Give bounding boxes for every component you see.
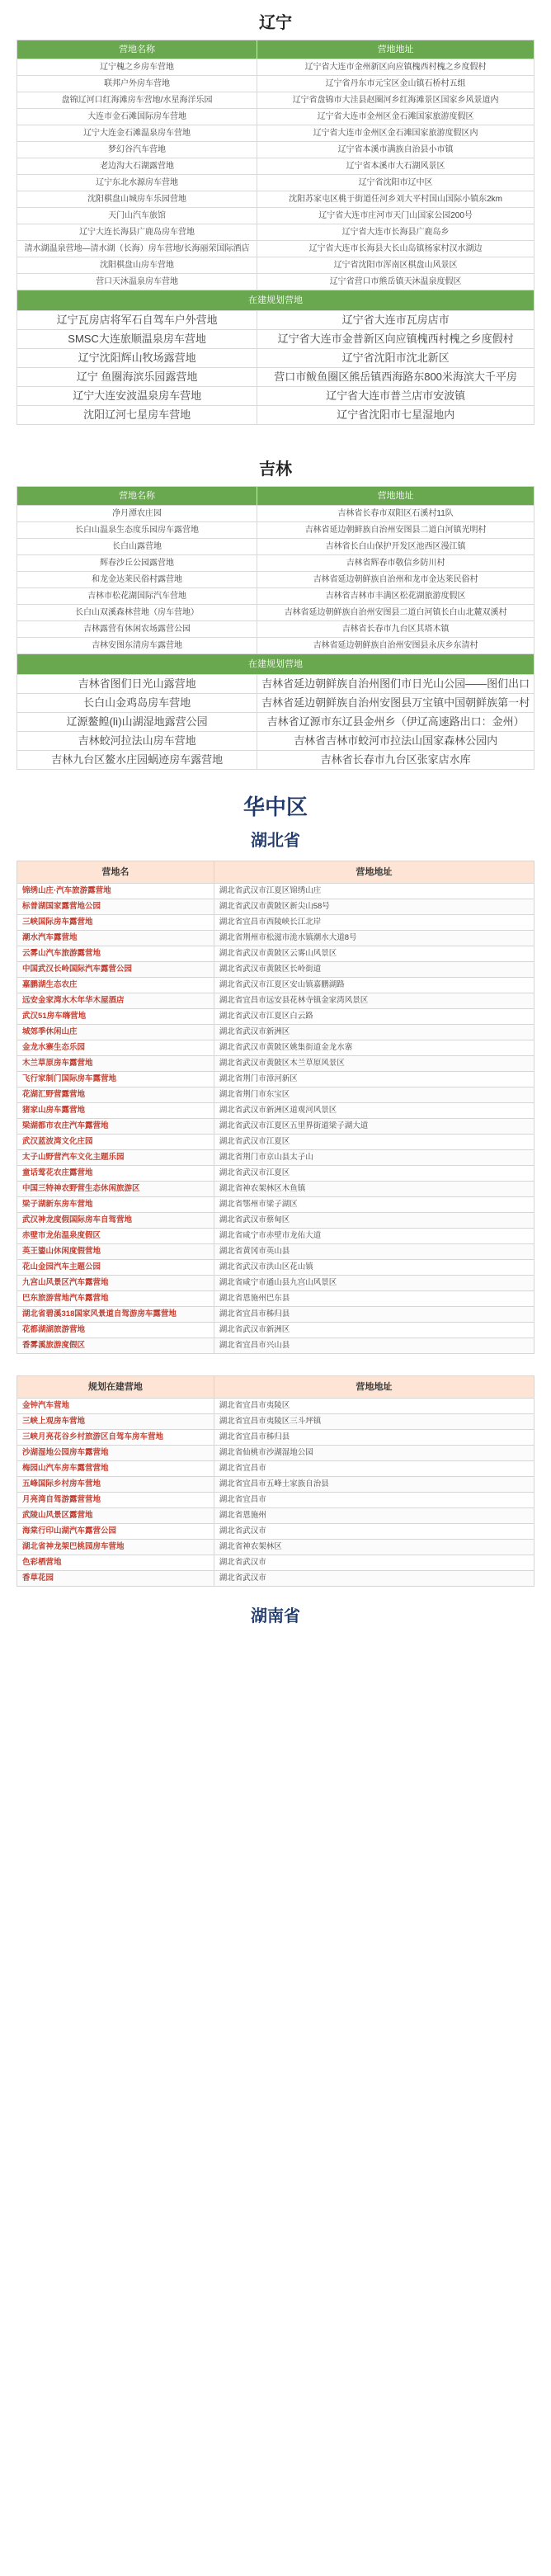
- table-header-row: [17, 40, 535, 59]
- camp-name-cell: 武汉51房车嗨营地: [17, 1009, 214, 1025]
- table-row: [17, 1461, 535, 1477]
- camp-address-cell: 辽宁省大连市金州区金石滩国家旅游度假区: [257, 109, 535, 125]
- camp-address-cell: 辽宁省丹东市元宝区金山镇石桥村五组: [257, 76, 535, 92]
- camp-address-cell: 湖北省黄冈市英山县: [214, 1244, 534, 1260]
- camp-address-cell: 湖北省武汉市江夏区安山镇嘉鹏湖路: [214, 978, 534, 993]
- camp-address-cell: 湖北省咸宁市赤壁市龙佑大道: [214, 1229, 534, 1244]
- camp-name-cell: 色彩栖营地: [17, 1555, 214, 1571]
- table-row: [17, 191, 535, 208]
- camp-name-cell: 净月潭农庄园: [17, 506, 257, 522]
- header-camp-address: 营地地址: [257, 487, 535, 506]
- table-row: [17, 208, 535, 224]
- camp-name-cell: 沈阳棋盘山城房车乐园营地: [17, 191, 257, 208]
- table-row: [17, 1540, 535, 1555]
- camp-name-cell: 标普湖国家露营地公园: [17, 899, 214, 915]
- table-row: [17, 675, 535, 694]
- camp-name-cell: 吉林露营有休闲农场露营公园: [17, 621, 257, 638]
- camp-address-cell: 湖北省武汉市江夏区五里界街道梁子湖大道: [214, 1119, 534, 1135]
- camp-address-cell: 湖北省武汉市: [214, 1571, 534, 1587]
- camp-address-cell: 湖北省宜昌市五峰土家族自治县: [214, 1477, 534, 1493]
- table-row: [17, 539, 535, 555]
- table-row: [17, 978, 535, 993]
- camp-name-cell: 英王鎏山休闲度假营地: [17, 1244, 214, 1260]
- camp-name-cell: 金钟汽车营地: [17, 1399, 214, 1414]
- camp-name-cell: 吉林安图东清房车露营地: [17, 638, 257, 654]
- table-row: [17, 92, 535, 109]
- camp-name-cell: 月亮湾自驾游露营营地: [17, 1493, 214, 1508]
- table-row: [17, 694, 535, 713]
- table-row: [17, 1135, 535, 1150]
- table-row: [17, 1103, 535, 1119]
- camp-address-cell: 吉林省吉林市蛟河市拉法山国家森林公园内: [257, 732, 535, 751]
- camp-name-cell: 五峰国际乡村房车营地: [17, 1477, 214, 1493]
- camp-address-cell: 湖北省武汉市新洲区道观河风景区: [214, 1103, 534, 1119]
- camp-name-cell: 吉林省图们日光山露营地: [17, 675, 257, 694]
- camp-address-cell: 湖北省宜昌市: [214, 1461, 534, 1477]
- camp-name-cell: 潮水汽车露营地: [17, 931, 214, 946]
- camp-name-cell: 太子山野营汽车文化主题乐园: [17, 1150, 214, 1166]
- header-camp-address: 营地地址: [257, 40, 535, 59]
- table-row: [17, 713, 535, 732]
- camp-address-cell: 辽宁省大连市普兰店市安波镇: [257, 387, 535, 406]
- camp-address-cell: 湖北省武汉市江夏区白云路: [214, 1009, 534, 1025]
- camp-name-cell: 梦幻谷汽车营地: [17, 142, 257, 158]
- header-planned-camp: 规划在建营地: [17, 1376, 214, 1399]
- table-row: [17, 993, 535, 1009]
- camp-address-cell: 吉林省延边朝鲜族自治州安图县永庆乡东清村: [257, 638, 535, 654]
- table-row: [17, 349, 535, 368]
- table-row: [17, 1276, 535, 1291]
- table-row: [17, 257, 535, 274]
- camp-address-cell: 湖北省恩施州巴东县: [214, 1291, 534, 1307]
- table-row: [17, 1477, 535, 1493]
- camp-address-cell: 辽宁省营口市熊岳镇天沐温泉度假区: [257, 274, 535, 290]
- table-row: [17, 406, 535, 425]
- table-row: [17, 311, 535, 330]
- camp-address-cell: 吉林省延边朝鲜族自治州安图县二道白河镇长白山北麓双溪村: [257, 605, 535, 621]
- section-title-hunan: 湖南省: [251, 1607, 300, 1625]
- camp-address-cell: 湖北省荆门市京山县太子山: [214, 1150, 534, 1166]
- camp-address-cell: 湖北省武汉市江夏区: [214, 1135, 534, 1150]
- camp-name-cell: 吉林九台区鳌水庄园蜗迹房车露营地: [17, 751, 257, 770]
- camp-name-cell: 辽宁沈阳辉山牧场露营地: [17, 349, 257, 368]
- camp-address-cell: 辽宁省大连市金州新区向应镇槐西村槐之乡度假村: [257, 59, 535, 76]
- camp-address-cell: 湖北省荆门市东宝区: [214, 1087, 534, 1103]
- table-row: [17, 76, 535, 92]
- camp-address-cell: 辽宁省大连市金普新区向应镇槐西村槐之乡度假村: [257, 330, 535, 349]
- camp-name-cell: 大连市金石滩国际房车营地: [17, 109, 257, 125]
- camp-address-cell: 湖北省武汉市江夏区: [214, 1166, 534, 1182]
- table-row: [17, 1291, 535, 1307]
- camp-address-cell: 吉林省长春市九台区其塔木镇: [257, 621, 535, 638]
- camp-name-cell: 梅园山汽车房车露营营地: [17, 1461, 214, 1477]
- table-row: [17, 1338, 535, 1354]
- table-row: [17, 1009, 535, 1025]
- camp-name-cell: 长白山温泉生态度乐园房车露营地: [17, 522, 257, 539]
- camp-name-cell: 花湖汇野营露营地: [17, 1087, 214, 1103]
- camp-address-cell: 湖北省宜昌市夷陵区: [214, 1399, 534, 1414]
- camp-name-cell: 赤壁市龙佑温泉度假区: [17, 1229, 214, 1244]
- camp-name-cell: 长白山双溪森林营地（房车营地）: [17, 605, 257, 621]
- camp-name-cell: 清水湖温泉营地—清水湖（长海）房车营地/长海丽荣国际酒店: [17, 241, 257, 257]
- table-row: [17, 1072, 535, 1087]
- camp-address-cell: 吉林省长白山保护开发区池西区漫江镇: [257, 539, 535, 555]
- camp-address-cell: 湖北省宜昌市兴山县: [214, 1338, 534, 1354]
- table-row: [17, 1307, 535, 1323]
- table-row: [17, 1166, 535, 1182]
- camp-address-cell: 湖北省仙桃市沙湖湿地公园: [214, 1446, 534, 1461]
- table-row: [17, 387, 535, 406]
- camp-name-cell: 三峡国际房车露营地: [17, 915, 214, 931]
- table-row: [17, 330, 535, 349]
- camp-address-cell: 辽宁省沈阳市辽中区: [257, 175, 535, 191]
- header-camp-name: 营地名称: [17, 487, 257, 506]
- camp-name-cell: 香草花园: [17, 1571, 214, 1587]
- table-row: [17, 572, 535, 588]
- camp-name-cell: 和龙金达莱民俗村露营地: [17, 572, 257, 588]
- table-row: [17, 1119, 535, 1135]
- camp-name-cell: 辽宁大连金石滩温泉房车营地: [17, 125, 257, 142]
- camp-address-cell: 湖北省武汉市: [214, 1524, 534, 1540]
- camp-name-cell: 香雾溪旅游度假区: [17, 1338, 214, 1354]
- table-row: [17, 175, 535, 191]
- camp-name-cell: 城郊季休闲山庄: [17, 1025, 214, 1040]
- camp-address-cell: 湖北省咸宁市通山县九宫山风景区: [214, 1276, 534, 1291]
- camp-address-cell: 湖北省宜昌市秭归县: [214, 1430, 534, 1446]
- camp-address-cell: 吉林省辉春市敬信乡防川村: [257, 555, 535, 572]
- camp-name-cell: 海棠行印山湖汽车露营公园: [17, 1524, 214, 1540]
- camp-address-cell: 湖北省武汉市: [214, 1555, 534, 1571]
- camp-address-cell: 营口市鲅鱼圈区熊岳镇西海路东800米海滨大千平房: [257, 368, 535, 387]
- hubei-planned-table: [16, 1375, 535, 1587]
- camp-address-cell: 湖北省武汉市黄陂区姚集街道金龙水寨: [214, 1040, 534, 1056]
- table-row: [17, 1150, 535, 1166]
- camp-name-cell: 云雾山汽车旅游露营地: [17, 946, 214, 962]
- table-row: [17, 1244, 535, 1260]
- camp-name-cell: 辽宁瓦房店将军石自驾车户外营地: [17, 311, 257, 330]
- camp-name-cell: 武汉蓝波湾文化庄园: [17, 1135, 214, 1150]
- table-row: [17, 732, 535, 751]
- table-row: [17, 142, 535, 158]
- table-row: [17, 241, 535, 257]
- camp-address-cell: 湖北省神农架林区: [214, 1540, 534, 1555]
- region-title-central: 华中区: [243, 795, 308, 819]
- section-title-hubei: 湖北省: [251, 832, 300, 850]
- camp-name-cell: 吉林蛟河拉法山房车营地: [17, 732, 257, 751]
- table-row: [17, 1182, 535, 1197]
- table-row: [17, 1399, 535, 1414]
- table-row: [17, 59, 535, 76]
- camp-name-cell: 沈阳辽河七星房车营地: [17, 406, 257, 425]
- header-camp-address: 营地地址: [214, 861, 534, 884]
- section-title-jilin: 吉林: [259, 460, 292, 479]
- camp-name-cell: 锦绣山庄·汽车旅游露营地: [17, 884, 214, 899]
- camp-name-cell: 长白山露营地: [17, 539, 257, 555]
- camp-address-cell: 吉林省延边朝鲜族自治州和龙市金达莱民俗村: [257, 572, 535, 588]
- table-row: [17, 605, 535, 621]
- camp-name-cell: 湖北省神龙架巴桃园房车营地: [17, 1540, 214, 1555]
- camp-address-cell: 辽宁省本溪市大石湖风景区: [257, 158, 535, 175]
- camp-name-cell: 沈阳棋盘山房车营地: [17, 257, 257, 274]
- camp-name-cell: 辽宁东北水源房车营地: [17, 175, 257, 191]
- table-row: [17, 1229, 535, 1244]
- camp-name-cell: 梁子湖新东房车营地: [17, 1197, 214, 1213]
- table-row: [17, 946, 535, 962]
- camp-address-cell: 沈阳苏家屯区桃于街道任河乡刘大平村国山国际小镇东2km: [257, 191, 535, 208]
- table-row: [17, 931, 535, 946]
- camp-address-cell: 湖北省神农架林区木鱼镇: [214, 1182, 534, 1197]
- table-row: [17, 1555, 535, 1571]
- table-row: [17, 899, 535, 915]
- camp-name-cell: 天门山汽车旅馆: [17, 208, 257, 224]
- camp-name-cell: 武陵山风景区露营地: [17, 1508, 214, 1524]
- table-row: [17, 962, 535, 978]
- table-row: [17, 915, 535, 931]
- camp-name-cell: 沙湖湿地公园房车露营地: [17, 1446, 214, 1461]
- camp-address-cell: 湖北省荆门市漳河新区: [214, 1072, 534, 1087]
- planned-label: 在建规划营地: [17, 654, 535, 675]
- camp-address-cell: 湖北省武汉市黄陂区长岭街道: [214, 962, 534, 978]
- camp-address-cell: 湖北省武汉市黄陂区木兰草原风景区: [214, 1056, 534, 1072]
- camp-address-cell: 湖北省宜昌市秭归县: [214, 1307, 534, 1323]
- camp-name-cell: 木兰草原房车露营地: [17, 1056, 214, 1072]
- hubei-table: [16, 861, 535, 1354]
- table-row: [17, 506, 535, 522]
- camp-address-cell: 辽宁省大连市长海县广鹿岛乡: [257, 224, 535, 241]
- table-row: [17, 638, 535, 654]
- camp-address-cell: 湖北省恩施州: [214, 1508, 534, 1524]
- table-row: [17, 1040, 535, 1056]
- camp-name-cell: 嘉鹏湖生态农庄: [17, 978, 214, 993]
- camp-name-cell: 营口天沐温泉房车营地: [17, 274, 257, 290]
- table-row: [17, 109, 535, 125]
- page: [0, 12, 551, 2576]
- camp-address-cell: 辽宁省盘锦市大洼县赵圈河乡红海滩景区国家乡风景道内: [257, 92, 535, 109]
- planned-band-row: [17, 654, 535, 675]
- camp-address-cell: 湖北省武汉市新洲区: [214, 1323, 534, 1338]
- camp-name-cell: 三峡上观房车营地: [17, 1414, 214, 1430]
- camp-address-cell: 辽宁省沈阳市沈北新区: [257, 349, 535, 368]
- table-row: [17, 522, 535, 539]
- camp-name-cell: 飞行家制门国际房车露营地: [17, 1072, 214, 1087]
- planned-band-row: [17, 290, 535, 311]
- camp-address-cell: 湖北省武汉市江夏区锦绣山庄: [214, 884, 534, 899]
- camp-name-cell: 盘锦辽河口红海滩房车营地/水星海洋乐园: [17, 92, 257, 109]
- table-header-row: [17, 1376, 535, 1399]
- camp-address-cell: 吉林省延边朝鲜族自治州安图县二道白河镇光明村: [257, 522, 535, 539]
- camp-address-cell: 吉林省长春市双阳区石溪村11队: [257, 506, 535, 522]
- camp-name-cell: 联邦户外房车营地: [17, 76, 257, 92]
- camp-address-cell: 吉林省吉林市丰满区松花湖旅游度假区: [257, 588, 535, 605]
- liaoning-table: [16, 40, 535, 425]
- camp-name-cell: 吉林市松花湖国际汽车营地: [17, 588, 257, 605]
- camp-address-cell: 湖北省武汉市黄陂区云雾山风景区: [214, 946, 534, 962]
- table-row: [17, 555, 535, 572]
- camp-address-cell: 辽宁省本溪市满族自治县小市镇: [257, 142, 535, 158]
- camp-address-cell: 湖北省宜昌市远安县花林寺镇金家湾风景区: [214, 993, 534, 1009]
- camp-address-cell: 辽宁省沈阳市七星湿地内: [257, 406, 535, 425]
- table-header-row: [17, 487, 535, 506]
- camp-address-cell: 辽宁省大连市金州区金石滩国家旅游度假区内: [257, 125, 535, 142]
- camp-name-cell: 辉春沙丘公园露营地: [17, 555, 257, 572]
- table-row: [17, 1446, 535, 1461]
- camp-name-cell: 辽宁 鱼圈海滨乐园露营地: [17, 368, 257, 387]
- table-row: [17, 621, 535, 638]
- camp-name-cell: 花山金园汽车主题公园: [17, 1260, 214, 1276]
- table-row: [17, 1213, 535, 1229]
- table-row: [17, 751, 535, 770]
- table-row: [17, 1430, 535, 1446]
- camp-name-cell: 辽源鳌鳇(lì)山湖湿地露营公园: [17, 713, 257, 732]
- camp-address-cell: 吉林省辽源市东辽县金州乡（伊辽高速路出口：金州）: [257, 713, 535, 732]
- camp-address-cell: 湖北省荆州市松滋市洈水镇潮水大道8号: [214, 931, 534, 946]
- table-row: [17, 588, 535, 605]
- table-row: [17, 1524, 535, 1540]
- table-row: [17, 1087, 535, 1103]
- table-row: [17, 224, 535, 241]
- camp-address-cell: 湖北省宜昌市: [214, 1493, 534, 1508]
- camp-address-cell: 湖北省武汉市蔡甸区: [214, 1213, 534, 1229]
- table-row: [17, 1323, 535, 1338]
- camp-name-cell: 辽宁大连安波温泉房车营地: [17, 387, 257, 406]
- table-row: [17, 158, 535, 175]
- camp-name-cell: 梁湖都市农庄汽车露营地: [17, 1119, 214, 1135]
- camp-name-cell: 远安金家湾水木年华木屋酒店: [17, 993, 214, 1009]
- camp-name-cell: 中国武汉长岭国际汽车露营公园: [17, 962, 214, 978]
- camp-address-cell: 湖北省宜昌市西陵峡长江北岸: [214, 915, 534, 931]
- camp-address-cell: 吉林省延边朝鲜族自治州图们市日光山公园——图们出口: [257, 675, 535, 694]
- table-row: [17, 884, 535, 899]
- table-row: [17, 125, 535, 142]
- table-row: [17, 1260, 535, 1276]
- table-row: [17, 1493, 535, 1508]
- camp-name-cell: 辽宁槐之乡房车营地: [17, 59, 257, 76]
- planned-label: 在建规划营地: [17, 290, 535, 311]
- camp-address-cell: 湖北省武汉市黄陂区新尖山58号: [214, 899, 534, 915]
- camp-name-cell: 中国三特神农野营生态休闲旅游区: [17, 1182, 214, 1197]
- camp-address-cell: 湖北省宜昌市夷陵区三斗坪镇: [214, 1414, 534, 1430]
- camp-address-cell: 吉林省延边朝鲜族自治州安图县万宝镇中国朝鲜族第一村: [257, 694, 535, 713]
- camp-address-cell: 辽宁省沈阳市浑南区棋盘山风景区: [257, 257, 535, 274]
- camp-address-cell: 辽宁省大连市瓦房店市: [257, 311, 535, 330]
- camp-address-cell: 辽宁省大连市长海县大长山岛镇杨家村汉水湖边: [257, 241, 535, 257]
- table-row: [17, 1571, 535, 1587]
- camp-address-cell: 湖北省武汉市新洲区: [214, 1025, 534, 1040]
- camp-name-cell: 老边沟大石湖露营地: [17, 158, 257, 175]
- table-row: [17, 1197, 535, 1213]
- table-row: [17, 1414, 535, 1430]
- jilin-table: [16, 486, 535, 770]
- camp-name-cell: 巴东旅游营地汽车露营地: [17, 1291, 214, 1307]
- camp-name-cell: 金龙水寨生态乐园: [17, 1040, 214, 1056]
- camp-name-cell: 辽宁大连长海县广鹿岛房车营地: [17, 224, 257, 241]
- camp-address-cell: 湖北省武汉市洪山区花山镇: [214, 1260, 534, 1276]
- table-row: [17, 368, 535, 387]
- camp-address-cell: 辽宁省大连市庄河市天门山国家公园200号: [257, 208, 535, 224]
- camp-name-cell: 三峡月亮花谷乡村旅游区自驾车房车营地: [17, 1430, 214, 1446]
- camp-name-cell: 长白山金鸡岛房车营地: [17, 694, 257, 713]
- table-row: [17, 1056, 535, 1072]
- camp-name-cell: SMSC大连旅顺温泉房车营地: [17, 330, 257, 349]
- camp-name-cell: 武汉神龙度假国际房车自驾营地: [17, 1213, 214, 1229]
- camp-name-cell: 湖北省碧溪318国家风景道自驾游房车露营地: [17, 1307, 214, 1323]
- table-row: [17, 1025, 535, 1040]
- camp-address-cell: 湖北省鄂州市梁子湖区: [214, 1197, 534, 1213]
- camp-name-cell: 童话莺花农庄露营地: [17, 1166, 214, 1182]
- camp-address-cell: 吉林省长春市九台区张家店水库: [257, 751, 535, 770]
- table-row: [17, 274, 535, 290]
- section-title-liaoning: 辽宁: [259, 14, 292, 32]
- camp-name-cell: 猪家山房车露营地: [17, 1103, 214, 1119]
- header-camp-address: 营地地址: [214, 1376, 534, 1399]
- header-camp-name: 营地名称: [17, 40, 257, 59]
- camp-name-cell: 花都湖湖旅游营地: [17, 1323, 214, 1338]
- table-row: [17, 1508, 535, 1524]
- camp-name-cell: 九宫山风景区汽车露营地: [17, 1276, 214, 1291]
- table-header-row: [17, 861, 535, 884]
- header-camp-name: 营地名: [17, 861, 214, 884]
